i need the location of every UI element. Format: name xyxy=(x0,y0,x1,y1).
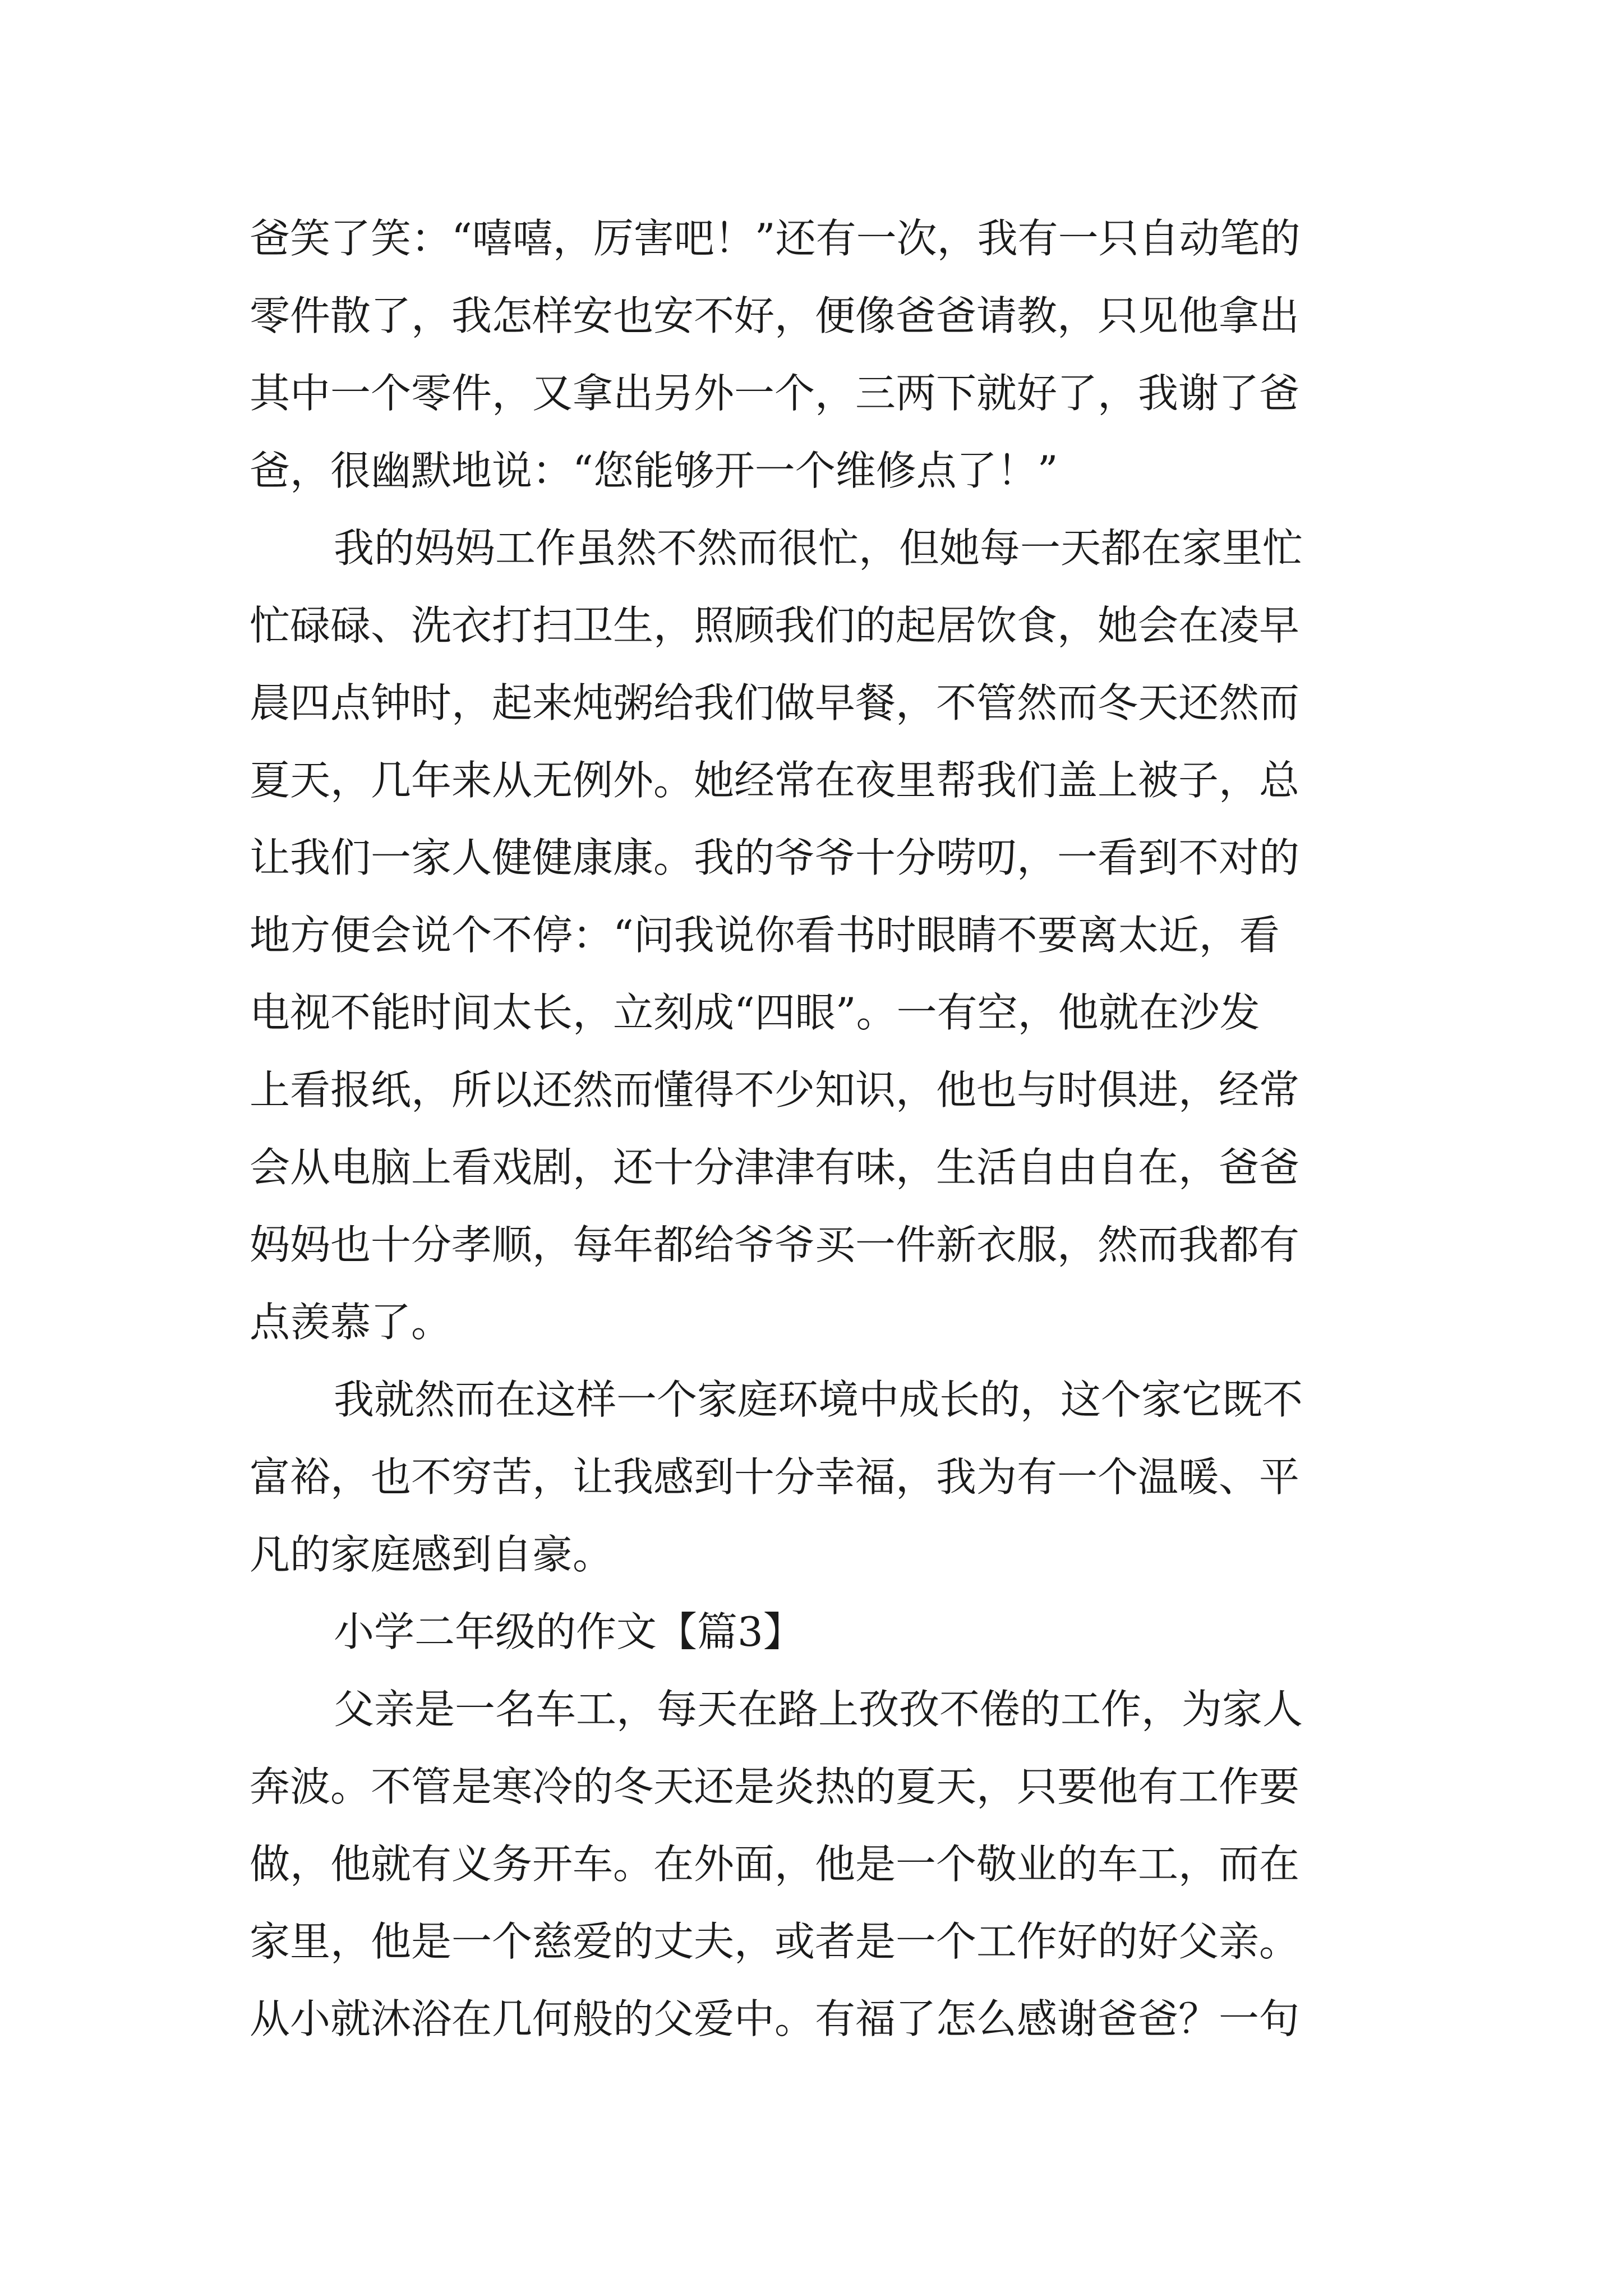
text-line: 忙碌碌、洗衣打扫卫生，照顾我们的起居饮食，她会在凌早 xyxy=(250,602,1300,649)
text-line: 晨四点钟时，起来炖粥给我们做早餐，不管然而冬天还然而 xyxy=(250,679,1300,726)
text-line: 夏天，几年来从无例外。她经常在夜里帮我们盖上被子，总 xyxy=(250,757,1300,804)
text-line: 妈妈也十分孝顺，每年都给爷爷买一件新衣服，然而我都有 xyxy=(250,1221,1300,1268)
text-line: 地方便会说个不停：“问我说你看书时眼睛不要离太近，看 xyxy=(250,912,1280,959)
text-line: 凡的家庭感到自豪。 xyxy=(250,1531,614,1578)
text-line: 点羡慕了。 xyxy=(250,1299,452,1346)
paragraph-start-line: 我的妈妈工作虽然不然而很忙，但她每一天都在家里忙 xyxy=(334,524,1303,572)
section-heading: 小学二年级的作文【篇3】 xyxy=(334,1608,804,1655)
text-line: 家里，他是一个慈爱的丈夫，或者是一个工作好的好父亲。 xyxy=(250,1918,1300,1965)
text-line: 让我们一家人健健康康。我的爷爷十分唠叨，一看到不对的 xyxy=(250,834,1300,881)
text-line: 从小就沐浴在几何般的父爱中。有福了怎么感谢爸爸？一句 xyxy=(250,1995,1300,2042)
text-line: 爸笑了笑：“嘻嘻，厉害吧！”还有一次，我有一只自动笔的 xyxy=(250,215,1301,262)
text-line: 其中一个零件，又拿出另外一个，三两下就好了，我谢了爸 xyxy=(250,370,1300,417)
paragraph-start-line: 父亲是一名车工，每天在路上孜孜不倦的工作，为家人 xyxy=(334,1686,1303,1733)
text-line: 会从电脑上看戏剧，还十分津津有味，生活自由自在，爸爸 xyxy=(250,1144,1300,1191)
text-line: 奔波。不管是寒冷的冬天还是炎热的夏天，只要他有工作要 xyxy=(250,1763,1300,1810)
text-line: 富裕，也不穷苦，让我感到十分幸福，我为有一个温暖、平 xyxy=(250,1453,1300,1501)
text-line: 做，他就有义务开车。在外面，他是一个敬业的车工，而在 xyxy=(250,1841,1300,1888)
text-line: 爸，很幽默地说：“您能够开一个维修点了！” xyxy=(250,447,1058,494)
text-line: 电视不能时间太长，立刻成“四眼”。一有空，他就在沙发 xyxy=(250,989,1260,1036)
text-line: 上看报纸，所以还然而懂得不少知识，他也与时俱进，经常 xyxy=(250,1066,1300,1114)
paragraph-start-line: 我就然而在这样一个家庭环境中成长的，这个家它既不 xyxy=(334,1376,1303,1423)
text-line: 零件散了，我怎样安也安不好，便像爸爸请教，只见他拿出 xyxy=(250,292,1300,339)
